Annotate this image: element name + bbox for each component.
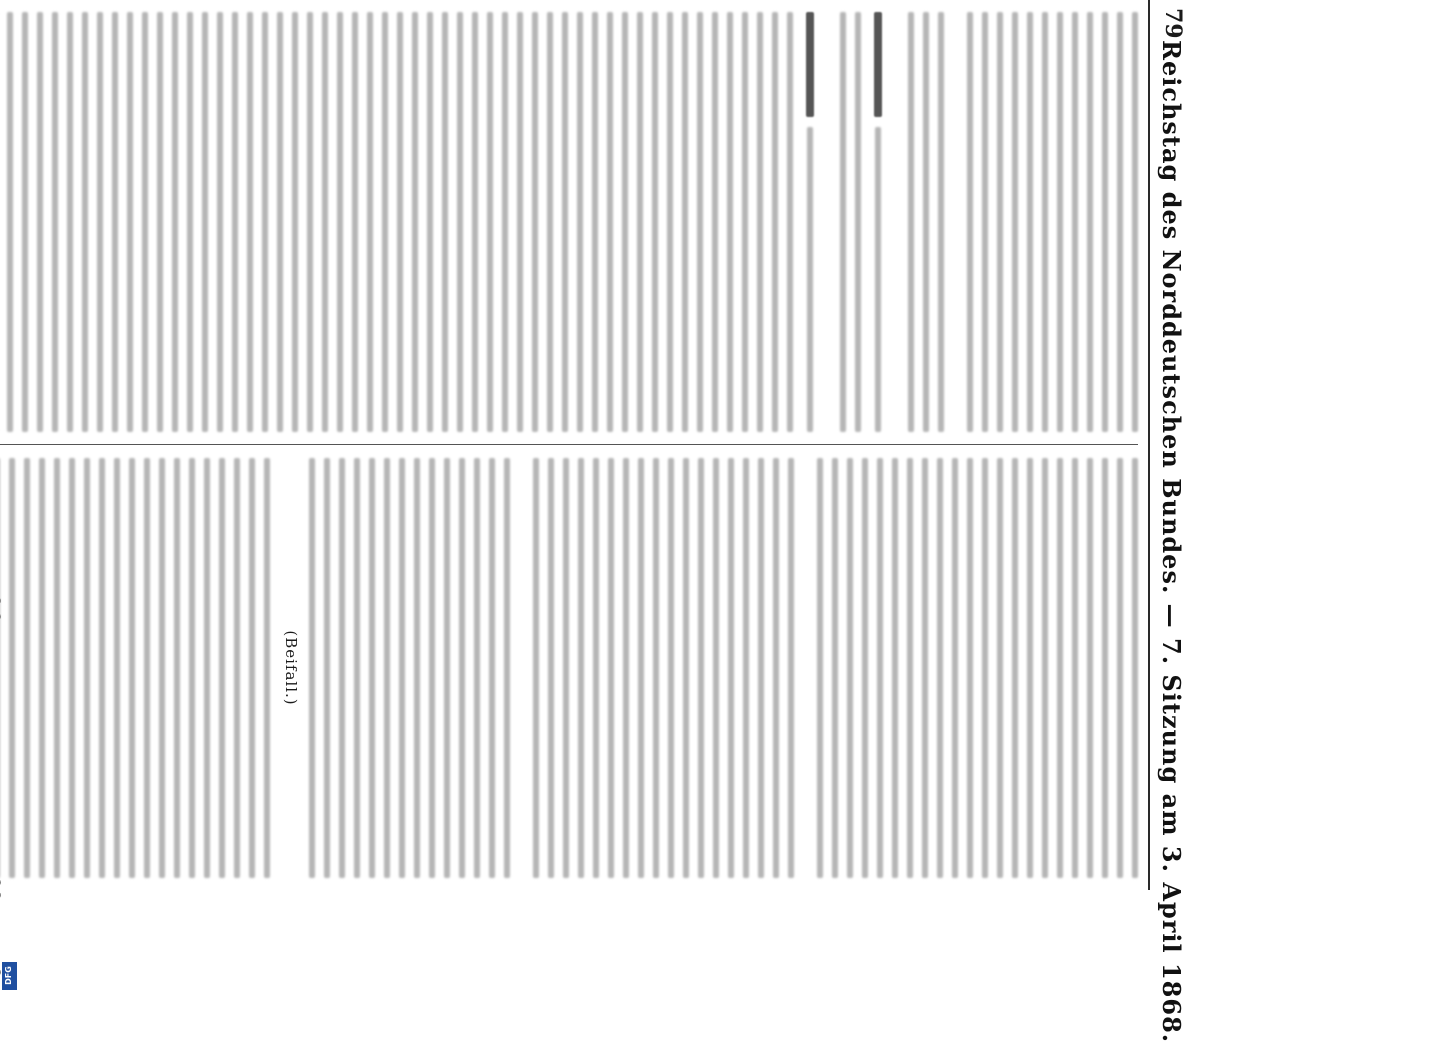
running-head: Reichstag des Norddeutschen Bundes. — 7. Sitzung am 3. April 1868. bbox=[1157, 40, 1186, 1043]
text-line bbox=[1012, 12, 1018, 432]
text-line bbox=[713, 458, 719, 878]
text-line bbox=[24, 458, 30, 878]
text-line bbox=[877, 458, 883, 878]
text-line bbox=[367, 12, 373, 432]
text-line bbox=[875, 127, 881, 432]
text-line bbox=[1012, 458, 1018, 878]
text-line bbox=[1027, 458, 1033, 878]
text-line bbox=[457, 12, 463, 432]
text-line bbox=[967, 12, 973, 432]
text-line bbox=[277, 12, 283, 432]
text-line bbox=[444, 458, 450, 878]
text-line bbox=[548, 458, 554, 878]
column-rule bbox=[0, 444, 1138, 445]
text-line bbox=[52, 12, 58, 432]
page-number: 79 bbox=[1160, 8, 1186, 39]
text-line bbox=[112, 12, 118, 432]
text-line bbox=[219, 458, 225, 878]
text-line bbox=[382, 12, 388, 432]
text-line bbox=[187, 12, 193, 432]
text-line bbox=[1027, 12, 1033, 432]
speaker-line bbox=[802, 12, 817, 432]
text-line bbox=[832, 458, 838, 878]
text-column-right bbox=[0, 458, 1138, 878]
text-line bbox=[907, 458, 913, 878]
text-line bbox=[234, 458, 240, 878]
text-line bbox=[384, 458, 390, 878]
text-line bbox=[9, 458, 15, 878]
text-line bbox=[728, 458, 734, 878]
text-line bbox=[339, 458, 345, 878]
text-line bbox=[1117, 12, 1123, 432]
text-line bbox=[517, 12, 523, 432]
paragraph-break bbox=[817, 12, 831, 432]
speaker-line bbox=[870, 12, 885, 432]
text-line bbox=[309, 458, 315, 878]
text-line bbox=[1087, 12, 1093, 432]
text-line bbox=[683, 458, 689, 878]
text-line bbox=[743, 458, 749, 878]
text-line bbox=[608, 458, 614, 878]
text-line bbox=[1072, 458, 1078, 878]
text-line bbox=[787, 12, 793, 432]
text-line bbox=[563, 458, 569, 878]
text-line bbox=[352, 12, 358, 432]
text-line bbox=[397, 12, 403, 432]
text-line bbox=[97, 12, 103, 432]
text-line bbox=[217, 12, 223, 432]
text-line bbox=[292, 12, 298, 432]
text-line bbox=[127, 12, 133, 432]
text-line bbox=[697, 12, 703, 432]
applause-note: (Beifall.) bbox=[282, 630, 300, 706]
text-line bbox=[502, 12, 508, 432]
text-line bbox=[189, 458, 195, 878]
text-line bbox=[757, 12, 763, 432]
text-line bbox=[938, 12, 944, 432]
text-line bbox=[952, 458, 958, 878]
text-line bbox=[997, 458, 1003, 878]
text-line bbox=[1132, 12, 1138, 432]
text-line bbox=[232, 12, 238, 432]
text-line bbox=[142, 12, 148, 432]
text-line bbox=[807, 127, 813, 432]
text-line bbox=[712, 12, 718, 432]
text-line bbox=[1102, 458, 1108, 878]
text-line bbox=[459, 458, 465, 878]
page-header bbox=[1148, 0, 1190, 1043]
text-line bbox=[847, 458, 853, 878]
text-line bbox=[1057, 12, 1063, 432]
text-line bbox=[249, 458, 255, 878]
text-line bbox=[7, 12, 13, 432]
text-line bbox=[668, 458, 674, 878]
text-line bbox=[1087, 458, 1093, 878]
text-line bbox=[967, 458, 973, 878]
text-line bbox=[307, 12, 313, 432]
text-line bbox=[22, 12, 28, 432]
text-line bbox=[840, 12, 846, 432]
text-line bbox=[69, 458, 75, 878]
text-line bbox=[727, 12, 733, 432]
paragraph-break bbox=[944, 12, 958, 432]
text-line bbox=[472, 12, 478, 432]
text-line bbox=[592, 12, 598, 432]
text-line bbox=[82, 12, 88, 432]
paragraph-break bbox=[794, 458, 808, 878]
text-line bbox=[772, 12, 778, 432]
text-line bbox=[1042, 12, 1048, 432]
text-line bbox=[202, 12, 208, 432]
text-line bbox=[172, 12, 178, 432]
text-line bbox=[667, 12, 673, 432]
text-line bbox=[54, 458, 60, 878]
text-line bbox=[354, 458, 360, 878]
text-line bbox=[369, 458, 375, 878]
text-line bbox=[623, 458, 629, 878]
text-line bbox=[982, 12, 988, 432]
text-line bbox=[622, 12, 628, 432]
text-line bbox=[817, 458, 823, 878]
text-line bbox=[1057, 458, 1063, 878]
text-line bbox=[682, 12, 688, 432]
text-line bbox=[742, 12, 748, 432]
text-line bbox=[532, 12, 538, 432]
text-line bbox=[908, 12, 914, 432]
text-line bbox=[1132, 458, 1138, 878]
speaker-name bbox=[874, 12, 882, 117]
text-line bbox=[204, 458, 210, 878]
text-line bbox=[474, 458, 480, 878]
text-line bbox=[427, 12, 433, 432]
text-line bbox=[429, 458, 435, 878]
text-line bbox=[264, 458, 270, 878]
text-line bbox=[504, 458, 510, 878]
text-line bbox=[533, 458, 539, 878]
text-line bbox=[652, 12, 658, 432]
text-line bbox=[322, 12, 328, 432]
dfg-logo: DFG bbox=[2, 962, 17, 990]
text-column-left bbox=[0, 12, 1138, 432]
text-line bbox=[84, 458, 90, 878]
text-line bbox=[262, 12, 268, 432]
text-line bbox=[937, 458, 943, 878]
text-line bbox=[1042, 458, 1048, 878]
text-line bbox=[607, 12, 613, 432]
text-line bbox=[638, 458, 644, 878]
text-line bbox=[997, 12, 1003, 432]
text-line bbox=[247, 12, 253, 432]
text-line bbox=[855, 12, 861, 432]
text-line bbox=[698, 458, 704, 878]
text-line bbox=[99, 458, 105, 878]
text-line bbox=[862, 458, 868, 878]
text-line bbox=[788, 458, 794, 878]
text-line bbox=[337, 12, 343, 432]
text-line bbox=[324, 458, 330, 878]
text-line bbox=[653, 458, 659, 878]
text-line bbox=[577, 12, 583, 432]
text-line bbox=[982, 458, 988, 878]
text-line bbox=[144, 458, 150, 878]
paragraph-break bbox=[510, 458, 524, 878]
speaker-name bbox=[806, 12, 814, 117]
text-line bbox=[487, 12, 493, 432]
text-line bbox=[562, 12, 568, 432]
text-line bbox=[157, 12, 163, 432]
text-line bbox=[37, 12, 43, 432]
paragraph-break bbox=[885, 12, 899, 432]
text-line bbox=[578, 458, 584, 878]
text-line bbox=[159, 458, 165, 878]
text-line bbox=[922, 458, 928, 878]
text-line bbox=[174, 458, 180, 878]
text-line bbox=[129, 458, 135, 878]
text-line bbox=[1102, 12, 1108, 432]
text-line bbox=[892, 458, 898, 878]
text-line bbox=[637, 12, 643, 432]
text-line bbox=[773, 458, 779, 878]
text-line bbox=[1072, 12, 1078, 432]
text-line bbox=[547, 12, 553, 432]
text-line bbox=[414, 458, 420, 878]
text-line bbox=[593, 458, 599, 878]
text-line bbox=[412, 12, 418, 432]
text-line bbox=[67, 12, 73, 432]
text-line bbox=[489, 458, 495, 878]
text-line bbox=[114, 458, 120, 878]
text-line bbox=[758, 458, 764, 878]
text-line bbox=[399, 458, 405, 878]
text-line bbox=[39, 458, 45, 878]
text-line bbox=[442, 12, 448, 432]
text-line bbox=[1117, 458, 1123, 878]
text-line bbox=[923, 12, 929, 432]
